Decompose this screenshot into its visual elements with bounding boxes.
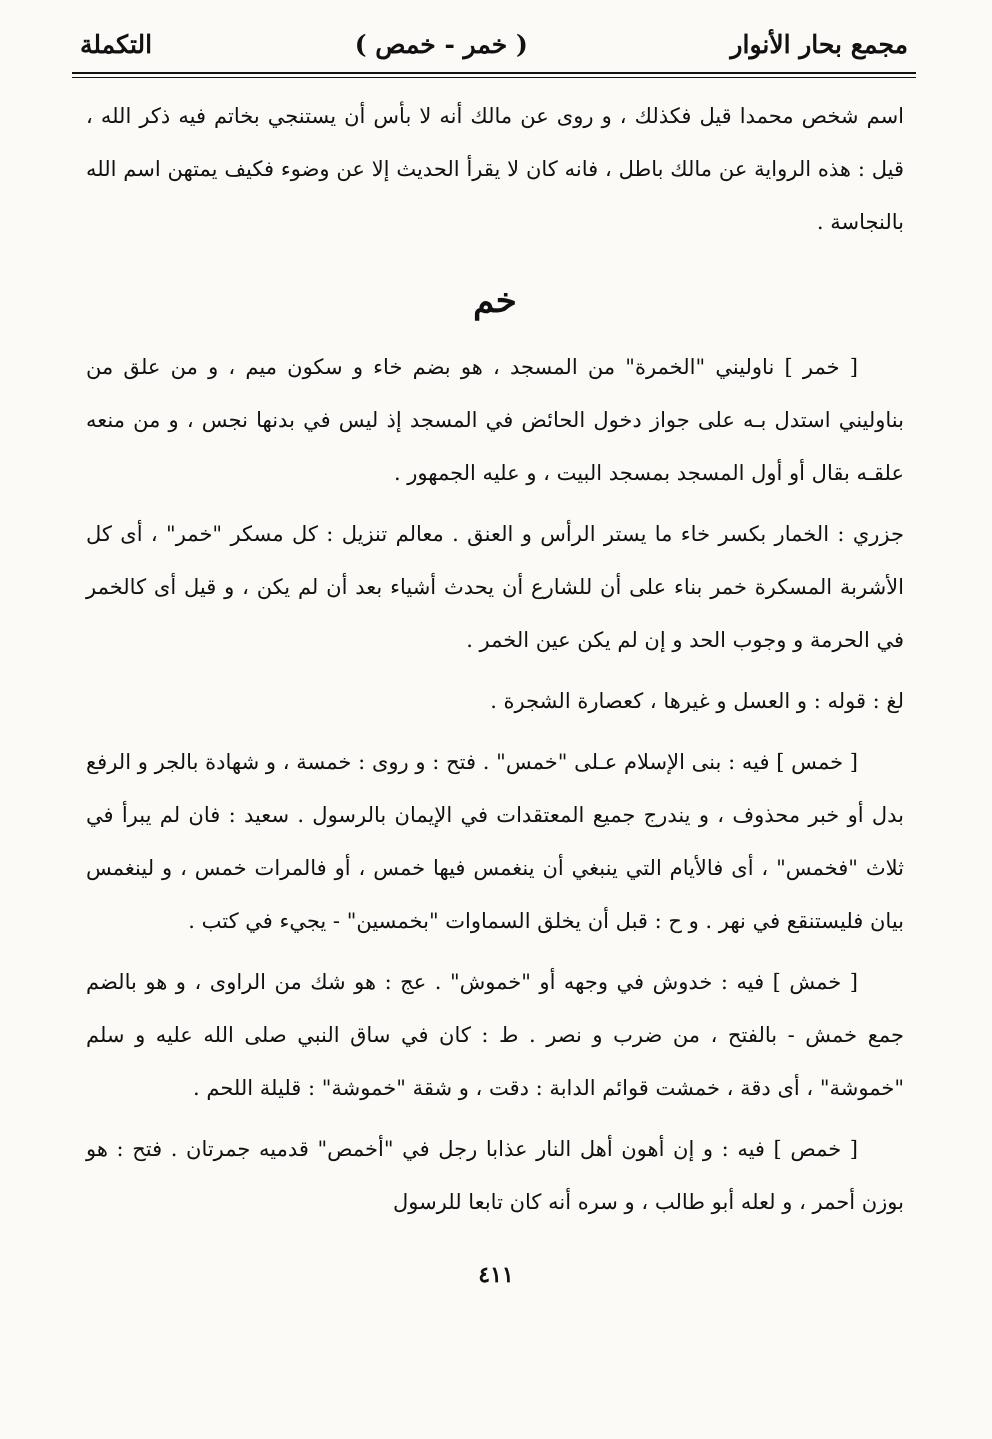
page-body <box>86 90 904 1229</box>
header-rule-thin <box>72 77 916 78</box>
entry-khamr-lugh: لغ : قوله : و العسل و غيرها ، كعصارة الشجرة . <box>490 689 904 713</box>
paragraph-continuation: اسم شخص محمدا قيل فكذلك ، و روى عن مالك أنه لا بأس أن يستنجي بخاتم فيه ذكر الله ، قيل : هذه الرواية عن مالك باطل ، فانه كان لا يقرأ الحديث إلا عن وضوء فكيف يمتهن اسم الله بالنجاسة . <box>86 104 904 234</box>
header-rule <box>72 72 916 74</box>
running-head <box>80 22 908 66</box>
entry-khamsh: [ خمش ] فيه : خدوش في وجهه أو "خموش" . عج : هو شك من الراوى ، و هو بالضم جمع خمش - بالفتح ، من ضرب و نصر . ط : كان في ساق النبي صلى الله عليه و سلم "خموشة" ، أى دقة ، خمشت قوائم الدابة : دقت ، و شقة "خموشة" : قليلة اللحم . <box>86 970 904 1100</box>
entry-khamr: [ خمر ] ناوليني "الخمرة" من المسجد ، هو بضم خاء و سكون ميم ، و من علق من بناوليني استدل بـه على جواز دخول الحائض في المسجد إذ ليس في بدنها نجس ، و من منعه علقـه بقال أو أول المسجد بمسجد البيت ، و عليه الجمهور . <box>86 355 904 485</box>
entry-khamr-jazari: جزري : الخمار بكسر خاء ما يستر الرأس و العنق . معالم تنزيل : كل مسكر "خمر" ، أى كل الأشربة المسكرة خمر بناء على أن للشارع أن يحدث أشياء بعد أن لم يكن ، و قيل أى كالخمر في الحرمة و وجوب الحد و إن لم يكن عين الخمر . <box>86 522 904 652</box>
entry-khams: [ خمس ] فيه : بنى الإسلام عـلى "خمس" . فتح : و روى : خمسة ، و شهادة بالجر و الرفع بدل أو خبر محذوف ، و يندرج جميع المعتقدات في الإيمان بالرسول . سعيد : فان لم يبرأ في ثلاث "فخمس" ، أى فالأيام التي ينبغي أن ينغمس فيها خمس ، أو فالمرات خمس ، و لينغمس بيان فليستنقع في نهر . و ح : قبل أن يخلق السماوات "بخمسين" - يجيء في كتب . <box>86 750 904 933</box>
page-number: ٤١١ <box>478 1262 514 1288</box>
root-heading: خم <box>473 281 517 321</box>
section-title: التكملة <box>80 29 153 59</box>
book-title: مجمع بحار الأنوار <box>730 29 908 59</box>
entry-range: ( خمر - خمص ) <box>354 29 528 59</box>
entry-khams-2: [ خمص ] فيه : و إن أهون أهل النار عذابا رجل في "أخمص" قدميه جمرتان . فتح : هو بوزن أحمر ، و لعله أبو طالب ، و سره أنه كان تابعا للرسول <box>86 1137 904 1214</box>
